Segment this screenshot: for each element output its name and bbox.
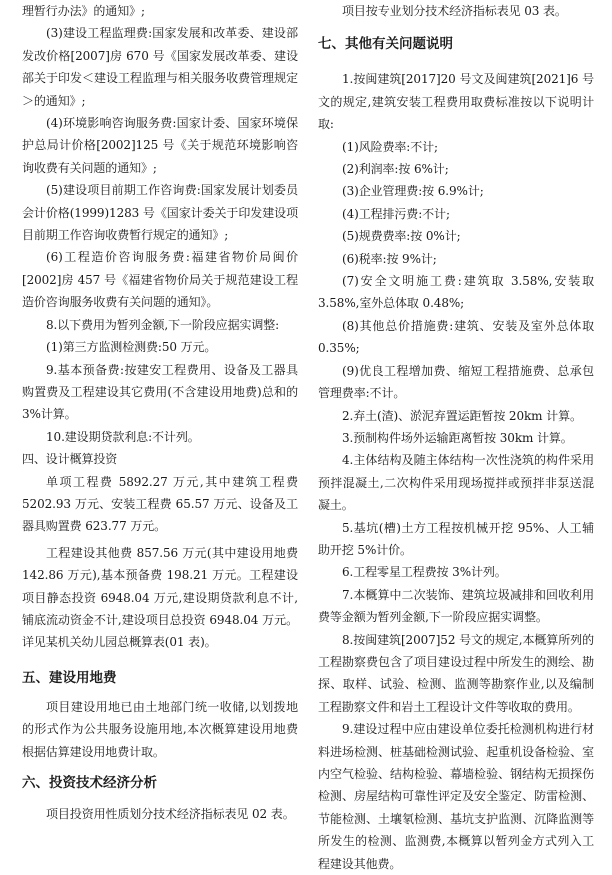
section-heading-land-cost: 五、建设用地费 — [22, 669, 117, 686]
paragraph-other-costs: 工程建设其他费 857.56 万元(其中建设用地费 142.86 万元),基本预备费 198.21 万元。工程建设项目静态投资 6948.04 万元,建设期贷款利息不计,铺底流动资金不计,建设项目总投资 6948.04 万元。详见某机关幼儿园总概算表(01 表)。 — [22, 545, 298, 650]
item-survey-fee: 8.按闽建筑[2007]52 号文的规定,本概算所列的工程勘察费包含了项目建设过程中所发生的测绘、勘探、取样、试验、检测、监测等勘察作业,以及编制工程勘察文件和岩土工程设计文件等收取的费用。 — [318, 632, 594, 714]
item-environmental-fee: (4)环境影响咨询服务费:国家计委、国家环境保护总局计价格[2002]125 号《关于规范环境影响咨询收费有关问题的通知》; — [22, 116, 298, 175]
paragraph-economic-analysis: 项目投资用性质划分技术经济指标表见 02 表。 — [46, 807, 295, 821]
item-supervision-fee: (3)建设工程监理费:国家发展和改革委、建设部发改价格[2007]房 670 号《国家发展改革委、建设部关于印发＜建设工程监理与相关服务收费管理规定＞的通知》; — [22, 26, 298, 108]
left-column — [22, 0, 298, 825]
paragraph-notice-title-end: 理暂行办法》的通知》; — [22, 4, 145, 18]
item-management-fee: (3)企业管理费:按 6.9%计; — [342, 184, 484, 199]
item-tax-rate: (6)税率:按 9%计; — [342, 251, 437, 266]
item-profit-rate: (2)利润率:按 6%计; — [342, 162, 449, 177]
section-heading-economic-analysis: 六、投资技术经济分析 — [22, 775, 157, 791]
item-sporadic-works: 6.工程零星工程费按 3%计列。 — [342, 565, 507, 580]
right-column — [318, 0, 594, 875]
item-basic-reserve: 9.基本预备费:按建安工程费用、设备及工器具购置费及工程建设其它费用(不含建设用地费)总和的 3%计算。 — [22, 362, 298, 422]
item-provisional-sum: 8.以下费用为暂列金额,下一阶段应据实调整: — [46, 317, 280, 332]
item-preliminary-consulting-fee: (5)建设项目前期工作咨询费:国家发展计划委员会计价格(1999)1283 号《国家计委关于印发建设项目前期工作咨询收费暂行规定的通知》; — [22, 183, 298, 243]
item-spoil-distance: 2.弃土(渣)、淤泥弃置运距暂按 20km 计算。 — [342, 408, 582, 423]
item-excellent-project-fee: (9)优良工程增加费、缩短工程措施费、总承包管理费率:不计。 — [318, 363, 594, 401]
item-precast-transport: 3.预制构件场外运输距离暂按 30km 计算。 — [342, 430, 573, 445]
item-testing-fee: 9.建设过程中应由建设单位委托检测机构进行材料进场检测、桩基础检测试验、起重机设备检验、室内空气检验、结构检验、幕墙检验、钢结构无损探伤检测、房屋结构可靠性评定及安全鉴定、防雷检测、节能检测、土壤氡检测、基坑支护监测、沉降监测等所发生的检测、监测费,本概算以暂列金方式列入工程建设其他费。 — [318, 722, 594, 871]
item-discharge-fee: (4)工程排污费:不计; — [342, 206, 450, 221]
item-safety-fee: (7)安全文明施工费:建筑取 3.58%,安装取 3.58%,室外总体取 0.48%; — [318, 274, 594, 311]
paragraph-specialty-index: 项目按专业划分技术经济指标表见 03 表。 — [342, 4, 567, 18]
item-third-party-testing: (1)第三方监测检测费:50 万元。 — [46, 340, 217, 355]
item-fee-standard: 1.按闽建筑[2017]20 号文及闽建筑[2021]6 号文的规定,建筑安装工程费用取费标准按以下说明计取: — [318, 72, 594, 132]
item-statutory-fee-rate: (5)规费费率:按 0%计; — [342, 229, 461, 244]
subheading-design-estimate: 四、设计概算投资 — [22, 452, 118, 467]
item-secondary-decoration: 7.本概算中二次装饰、建筑垃圾减排和回收利用费等金额为暂列金额,下一阶段应据实调整。 — [318, 587, 594, 625]
item-risk-rate: (1)风险费率:不计; — [342, 139, 438, 154]
item-cost-consulting-fee: (6)工程造价咨询服务费:福建省物价局闽价[2002]房 457 号《福建省物价局关于规范建设工程造价咨询服务收费有关问题的通知》。 — [22, 250, 298, 310]
item-loan-interest: 10.建设期贷款利息:不计列。 — [46, 429, 200, 444]
item-excavation: 5.基坑(槽)土方工程按机械开挖 95%、人工辅助开挖 5%计价。 — [318, 520, 594, 557]
paragraph-single-project-cost: 单项工程费 5892.27 万元,其中建筑工程费 5202.93 万元、安装工程费 65.57 万元、设备及工器具购置费 623.77 万元。 — [22, 474, 298, 534]
item-concrete: 4.主体结构及随主体结构一次性浇筑的构件采用预拌混凝土,二次构件采用现场搅拌或预拌非泵送混凝土。 — [318, 453, 594, 513]
section-heading-other-issues: 七、其他有关问题说明 — [318, 36, 453, 53]
paragraph-land-cost: 项目建设用地已由土地部门统一收储,以划拨地的形式作为公共服务设施用地,本次概算建设用地费根据估算建设用地费计取。 — [22, 699, 298, 759]
item-other-measures-fee: (8)其他总价措施费:建筑、安装及室外总体取 0.35%; — [318, 318, 594, 356]
